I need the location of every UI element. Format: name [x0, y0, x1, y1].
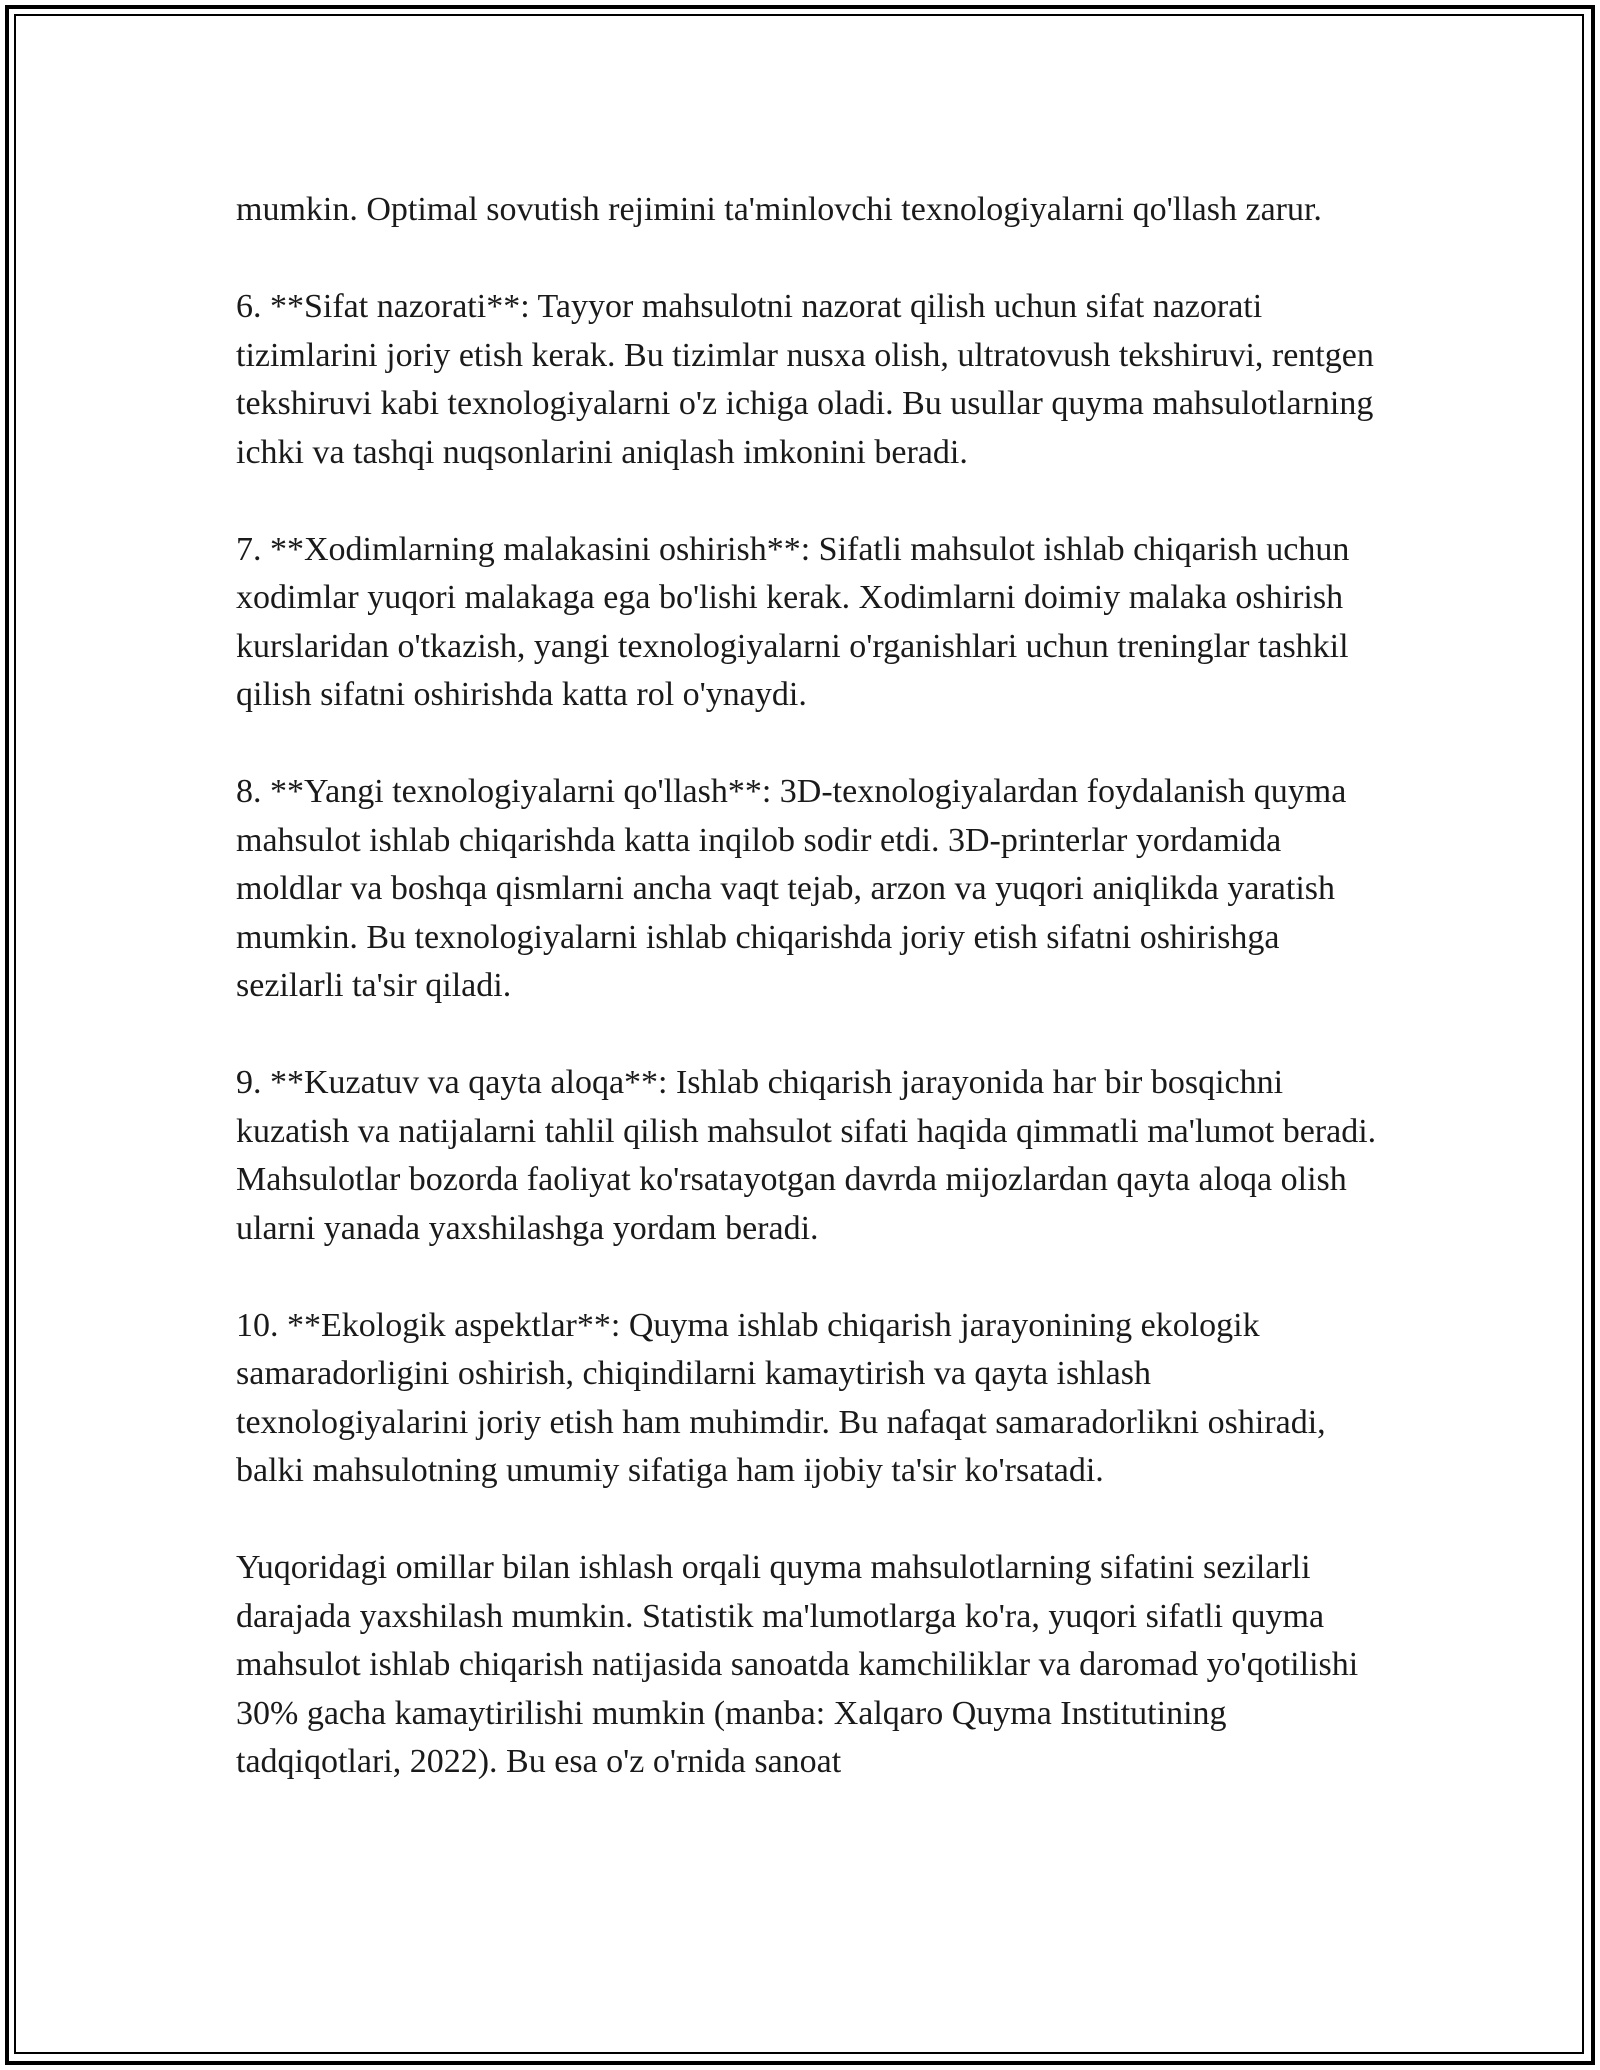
paragraph-continuation: mumkin. Optimal sovutish rejimini ta'minlovchi texnologiyalarni qo'llash zarur. — [236, 191, 1322, 228]
paragraph-item-9: 9. **Kuzatuv va qayta aloqa**: Ishlab chiqarish jarayonida har bir bosqichni kuzatish va natijalarni tahlil qilish mahsulot sifati haqida qimmatli ma'lumot beradi. Mahsulotlar bozorda faoliyat ko'rsatayotgan davrda mijozlardan qayta aloqa olish ularni yanada yaxshilashga yordam beradi. — [236, 1064, 1377, 1247]
paragraph-item-6: 6. **Sifat nazorati**: Tayyor mahsulotni nazorat qilish uchun sifat nazorati tizimlarini joriy etish kerak. Bu tizimlar nusxa olish, ultratovush tekshiruvi, rentgen tekshiruvi kabi texnologiyalarni o'z ichiga oladi. Bu usullar quyma mahsulotlarning ichki va tashqi nuqsonlarini aniqlash imkonini beradi. — [236, 288, 1374, 471]
paragraph-conclusion: Yuqoridagi omillar bilan ishlash orqali quyma mahsulotlarning sifatini sezilarli darajada yaxshilash mumkin. Statistik ma'lumotlarga ko'ra, yuqori sifatli quyma mahsulot ishlab chiqarish natijasida sanoatda kamchiliklar va daromad yo'qotilishi 30% gacha kamaytirilishi mumkin (manba: Xalqaro Quyma Institutining tadqiqotlari, 2022). Bu esa o'z o'rnida sanoat — [236, 1549, 1359, 1780]
paragraph-item-10: 10. **Ekologik aspektlar**: Quyma ishlab chiqarish jarayonining ekologik samaradorligini oshirish, chiqindilarni kamaytirish va qayta ishlash texnologiyalarini joriy etish ham muhimdir. Bu nafaqat samaradorlikni oshiradi, balki mahsulotning umumiy sifatiga ham ijobiy ta'sir ko'rsatadi. — [236, 1306, 1326, 1489]
paragraph-item-7: 7. **Xodimlarning malakasini oshirish**: Sifatli mahsulot ishlab chiqarish uchun xodimlar yuqori malakaga ega bo'lishi kerak. Xodimlarni doimiy malaka oshirish kurslaridan o'tkazish, yangi texnologiyalarni o'rganishlari uchun treninglar tashkil qilish sifatni oshirishda katta rol o'ynaydi. — [236, 530, 1350, 713]
paragraph-item-8: 8. **Yangi texnologiyalarni qo'llash**: 3D-texnologiyalardan foydalanish quyma mahsulot ishlab chiqarishda katta inqilob sodir etdi. 3D-printerlar yordamida moldlar va boshqa qismlarni ancha vaqt tejab, arzon va yuqori aniqlikda yaratish mumkin. Bu texnologiyalarni ishlab chiqarishda joriy etish sifatni oshirishga sezilarli ta'sir qiladi. — [236, 773, 1347, 1004]
document-body — [236, 186, 1386, 1787]
